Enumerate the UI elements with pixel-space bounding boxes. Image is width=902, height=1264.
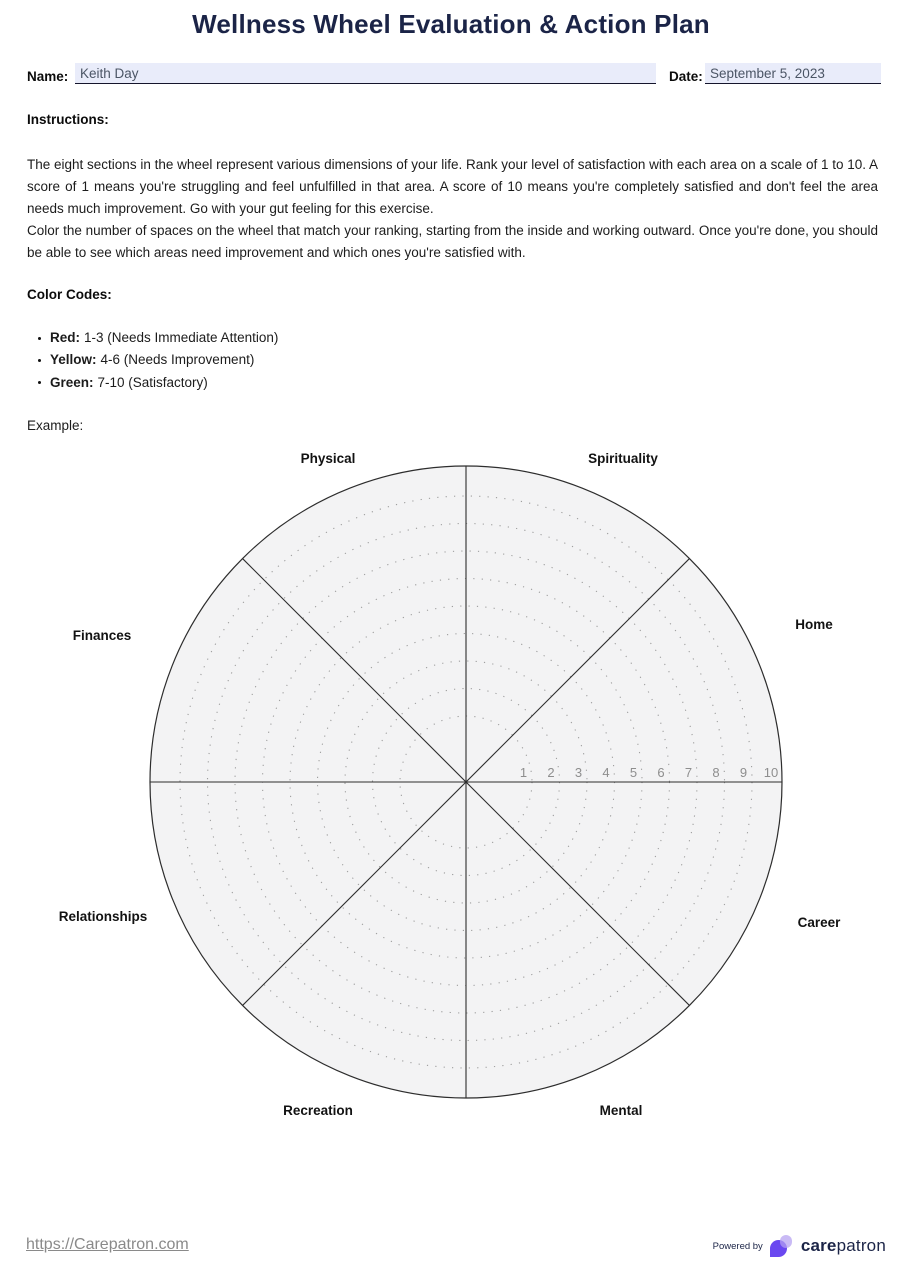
instructions-heading: Instructions: — [27, 112, 109, 127]
bullet-icon — [38, 359, 41, 362]
bullet-icon — [38, 381, 41, 384]
color-codes-list — [27, 327, 278, 394]
wheel-scale-number: 7 — [684, 765, 693, 780]
date-label: Date: — [669, 69, 703, 84]
name-label: Name: — [27, 69, 69, 84]
color-code-label: Red: — [50, 330, 80, 345]
example-label: Example: — [27, 418, 84, 433]
wheel-scale-number: 3 — [574, 765, 583, 780]
wheel-scale-number: 5 — [629, 765, 638, 780]
wheel-section-label-home: Home — [795, 617, 833, 632]
wellness-wheel-diagram — [0, 440, 902, 1140]
color-code-item-red — [27, 327, 278, 349]
color-code-label: Green: — [50, 374, 94, 390]
name-date-row — [27, 62, 881, 86]
powered-by-badge — [713, 1232, 886, 1260]
carepatron-link[interactable]: https://Carepatron.com — [26, 1236, 189, 1253]
color-code-text: 7-10 (Satisfactory) — [97, 374, 208, 390]
color-codes-heading: Color Codes: — [27, 287, 112, 302]
wheel-section-label-mental: Mental — [599, 1103, 643, 1118]
bullet-icon — [38, 337, 41, 340]
wheel-section-label-recreation: Recreation — [283, 1103, 353, 1118]
wheel-scale-number: 2 — [547, 765, 555, 780]
wheel-scale-number: 6 — [657, 765, 665, 780]
name-input[interactable] — [75, 63, 656, 84]
instructions-paragraph-1: The eight sections in the wheel represent various dimensions of your life. Rank your level of satisfaction with each area on a scale of 1 to 10. A score of 1 means you're struggling and feel unfulfilled in that area. A score of 10 means you're completely satisfied and don't feel the area needs much improvement. Go with your gut feeling for this exercise. — [27, 157, 878, 216]
wheel-section-label-finances: Finances — [72, 628, 132, 643]
brand-light-part: patron — [836, 1236, 886, 1255]
carepatron-wordmark — [801, 1236, 886, 1256]
name-value: Keith Day — [80, 66, 139, 81]
logo-circle-shape — [780, 1235, 793, 1248]
date-input[interactable] — [705, 63, 881, 84]
carepatron-logo-icon — [769, 1235, 795, 1257]
color-code-text: 4-6 (Needs Improvement) — [100, 352, 255, 368]
wheel-section-label-physical: Physical — [300, 451, 356, 466]
instructions-paragraph-2: Color the number of spaces on the wheel that match your ranking, starting from the inside and working outward. Once you're done, you should be able to see which areas need improvement and which ones you're satisfied with. — [27, 223, 878, 260]
brand-bold-part: care — [800, 1236, 837, 1255]
wheel-scale-number: 9 — [739, 765, 748, 780]
wheel-scale-number: 8 — [712, 765, 720, 780]
wheel-section-label-relationships: Relationships — [58, 909, 148, 924]
page-title: Wellness Wheel Evaluation & Action Plan — [192, 9, 710, 39]
powered-by-label: Powered by — [712, 1240, 763, 1252]
date-value: September 5, 2023 — [710, 66, 825, 81]
wheel-scale-number: 1 — [519, 765, 528, 780]
color-code-text: 1-3 (Needs Immediate Attention) — [84, 330, 279, 345]
color-code-label: Yellow: — [50, 352, 97, 368]
wheel-section-label-career: Career — [797, 915, 841, 930]
color-code-item-yellow — [27, 349, 278, 371]
wheel-scale-number: 10 — [763, 765, 779, 780]
wheel-scale-number: 4 — [602, 765, 610, 780]
wheel-section-label-spirituality: Spirituality — [588, 451, 658, 466]
color-code-item-green — [27, 372, 278, 394]
